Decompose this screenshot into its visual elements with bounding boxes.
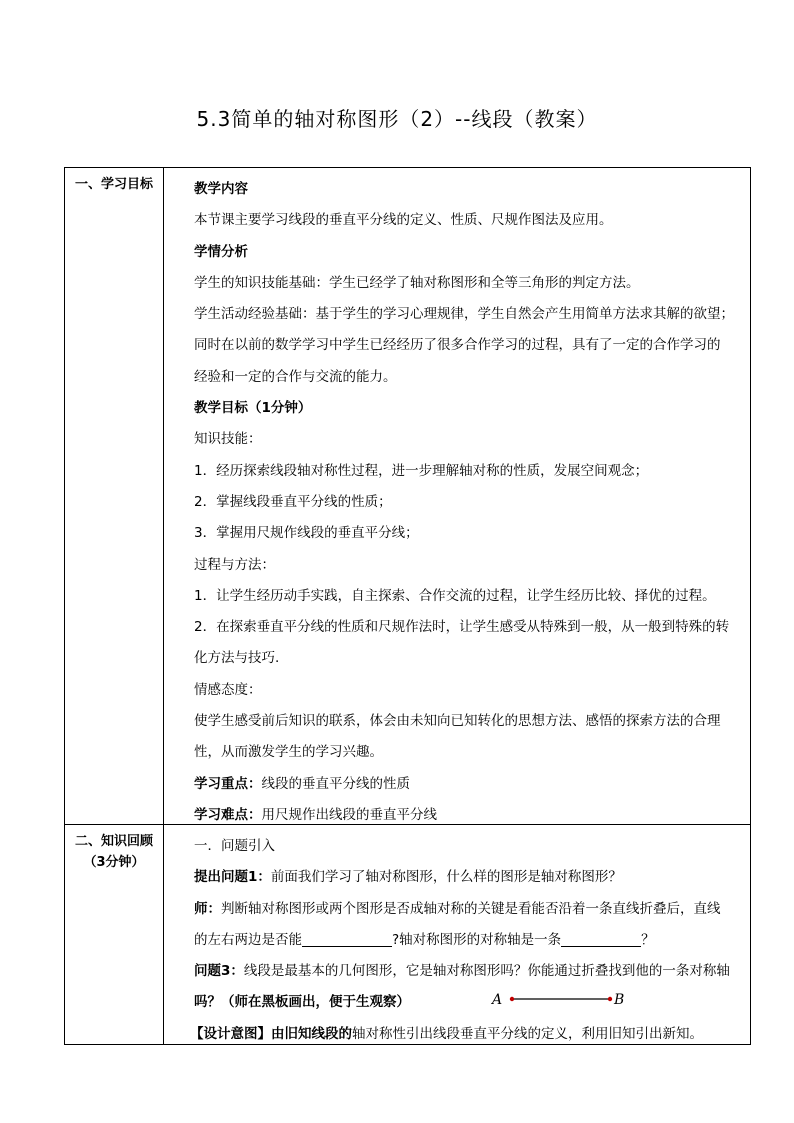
content-line: 2．掌握线段垂直平分线的性质； [194, 493, 392, 510]
answer-blank[interactable] [561, 928, 641, 947]
point-a-label: A [492, 992, 503, 1009]
teacher-line: 师：判断轴对称图形或两个图形是否成轴对称的关键是看能否沿着一条直线折叠后，直线 [194, 900, 721, 917]
section-label-cell [65, 168, 164, 825]
question-3-line-2: 吗？（师在黑板画出，便于生观察） A B [194, 987, 738, 1018]
key-point: 学习重点：线段的垂直平分线的性质 [194, 775, 410, 792]
content-line: 过程与方法： [194, 556, 275, 573]
content-line: 1．经历探索线段轴对称性过程，进一步理解轴对称的性质，发展空间观念； [194, 462, 649, 479]
section-label-cell [65, 825, 164, 1045]
content-line: 情感态度： [194, 681, 262, 698]
answer-blank[interactable] [302, 928, 392, 947]
table-row [65, 825, 751, 1045]
table-row [65, 168, 751, 825]
page-title: 5.3简单的轴对称图形（2）--线段（教案） [196, 107, 598, 131]
content-line: 本节课主要学习线段的垂直平分线的定义、性质、尺规作图法及应用。 [194, 212, 613, 229]
subsection-heading: 一．问题引入 [194, 838, 275, 854]
segment-ab-diagram [490, 986, 630, 1012]
design-intent: 【设计意图】由旧知线段的轴对称性引出线段垂直平分线的定义，利用旧知引出新知。 [190, 1025, 703, 1042]
lesson-plan-table [64, 167, 751, 1045]
content-line: 使学生感受前后知识的联系，体会由未知向已知转化的思想方法、感悟的探索方法的合理 [194, 713, 721, 730]
section-content [164, 825, 750, 1044]
subsection-heading: 教学内容 [194, 181, 248, 197]
content-line: 经验和一定的合作与交流的能力。 [194, 368, 397, 385]
content-line: 1．让学生经历动手实践，自主探索、合作交流的过程，让学生经历比较、择优的过程。 [194, 587, 716, 604]
subsection-heading: 教学目标（1分钟） [194, 400, 312, 417]
section-content-cell [164, 168, 751, 825]
point-b-label: B [614, 992, 625, 1009]
content-line: 3．掌握用尺规作线段的垂直平分线； [194, 525, 419, 542]
point-a-dot [510, 997, 514, 1001]
section-label: 二、知识回顾 （3分钟） [74, 834, 153, 870]
section-content [164, 168, 750, 824]
content-line: 2．在探索垂直平分线的性质和尺规作法时，让学生感受从特殊到一般，从一般到特殊的转 [194, 619, 730, 636]
point-b-dot [608, 997, 612, 1001]
content-line: 性，从而激发学生的学习兴趣。 [194, 744, 383, 761]
content-line: 学生的知识技能基础：学生已经学了轴对称图形和全等三角形的判定方法。 [194, 274, 640, 291]
question-1: 提出问题1：前面我们学习了轴对称图形，什么样的图形是轴对称图形？ [194, 869, 622, 886]
question-3: 问题3：线段是最基本的几何图形，它是轴对称图形吗？你能通过折叠找到他的一条对称轴 [194, 963, 730, 980]
content-line: 学生活动经验基础：基于学生的学习心理规律，学生自然会产生用简单方法求其解的欲望； [194, 306, 734, 323]
section-content-cell [164, 825, 751, 1045]
difficult-point: 学习难点：用尺规作出线段的垂直平分线 [194, 806, 437, 823]
teacher-line-2: 的左右两边是否能 ?轴对称图形的对称轴是一条 ？ [194, 925, 738, 956]
subsection-heading: 学情分析 [194, 243, 248, 260]
content-line: 化方法与技巧. [194, 650, 280, 667]
content-line: 同时在以前的数学学习中学生已经经历了很多合作学习的过程，具有了一定的合作学习的 [194, 337, 721, 354]
section-label: 一、学习目标 [74, 177, 153, 192]
content-line: 知识技能： [194, 431, 262, 448]
